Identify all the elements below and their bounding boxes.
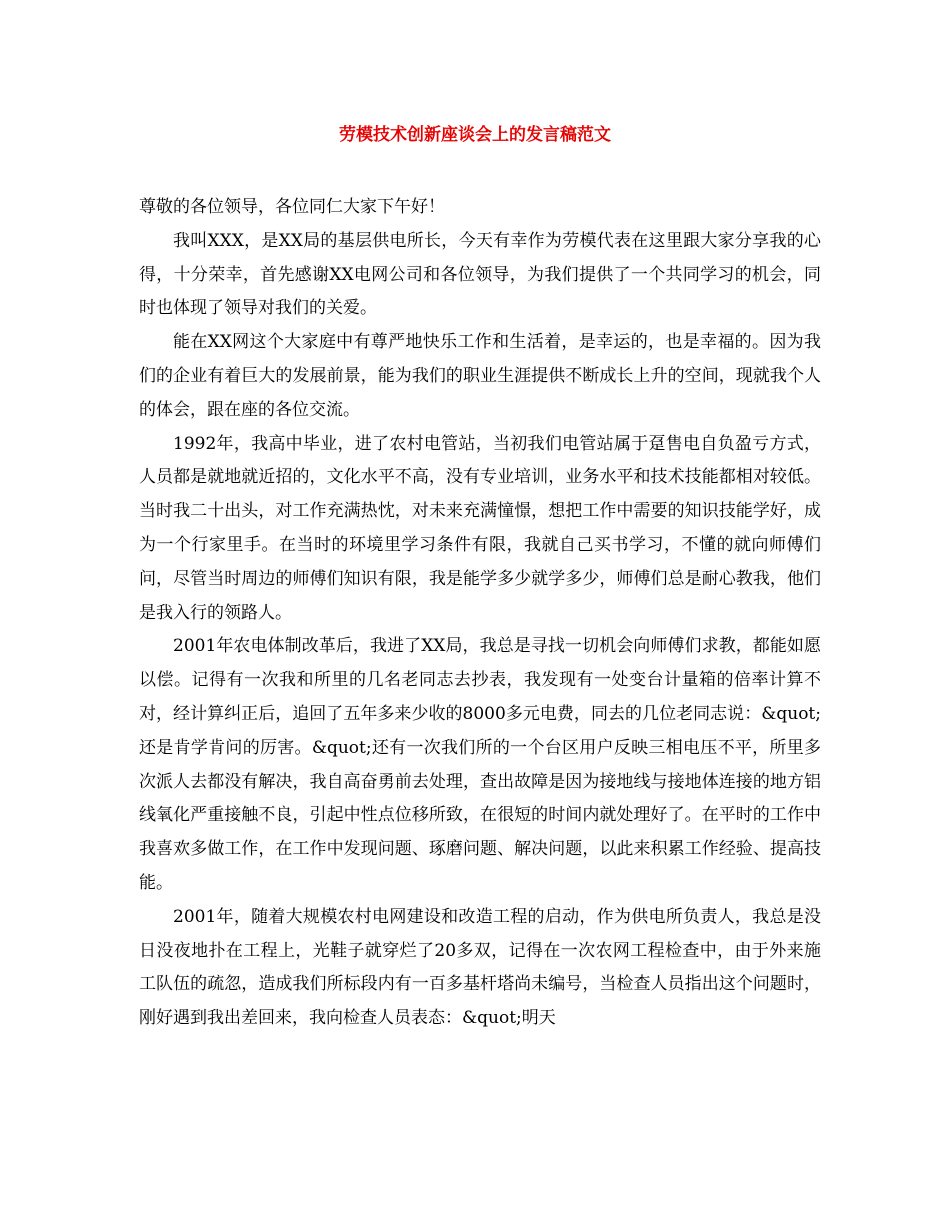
paragraph: 我叫XXX，是XX局的基层供电所长，今天有幸作为劳模代表在这里跟大家分享我的心得，十分荣幸，首先感谢XX电网公司和各位领导，为我们提供了一个共同学习的机会，同时也体现了领导对我们的关爱。: [139, 230, 821, 319]
paragraph: 能在XX网这个大家庭中有尊严地快乐工作和生活着，是幸运的，也是幸福的。因为我们的企业有着巨大的发展前景，能为我们的职业生涯提供不断成长上升的空间，现就我个人的体会，跟在座的各位交流。: [139, 332, 821, 420]
paragraph: 2001年，随着大规模农村电网建设和改造工程的启动，作为供电所负责人，我总是没日没夜地扑在工程上，光鞋子就穿烂了20多双，记得在一次农网工程检查中，由于外来施工队伍的疏忽，造成我们所标段内有一百多基杆塔尚未编号，当检查人员指出这个问题时，刚好遇到我出差回来，我向检查人员表态：&quot;明天: [139, 906, 821, 1029]
paragraph: 1992年，我高中毕业，进了农村电管站，当初我们电管站属于趸售电自负盈亏方式，人员都是就地就近招的，文化水平不高，没有专业培训，业务水平和技术技能都相对较低。当时我二十出头，对工作充满热忱，对未来充满憧憬，想把工作中需要的知识技能学好，成为一个行家里手。在当时的环境里学习条件有限，我就自己买书学习，不懂的就向师傅们问，尽管当时周边的师傅们知识有限，我是能学多少就学多少，师傅们总是耐心教我，他们是我入行的领路人。: [139, 433, 821, 623]
paragraph: 2001年农电体制改革后，我进了XX局，我总是寻找一切机会向师傅们求教，都能如愿以偿。记得有一次我和所里的几名老同志去抄表，我发现有一处变台计量箱的倍率计算不对，经计算纠正后，追回了五年多来少收的8000多元电费，同去的几位老同志说：&quot;还是肯学肯问的厉害。&quot;还有一次我们所的一个台区用户反映三相电压不平，所里多次派人去都没有解决，我自高奋勇前去处理，查出故障是因为接地线与接地体连接的地方铝线氧化严重接触不良，引起中性点位移所致，在很短的时间内就处理好了。在平时的工作中我喜欢多做工作，在工作中发现问题、琢磨问题、解决问题，以此来积累工作经验、提高技能。: [139, 636, 821, 893]
document-title: 劳模技术创新座谈会上的发言稿范文: [339, 125, 611, 145]
paragraph-greeting: 尊敬的各位领导，各位同仁大家下午好！: [139, 197, 445, 217]
document-body: [139, 191, 821, 1036]
